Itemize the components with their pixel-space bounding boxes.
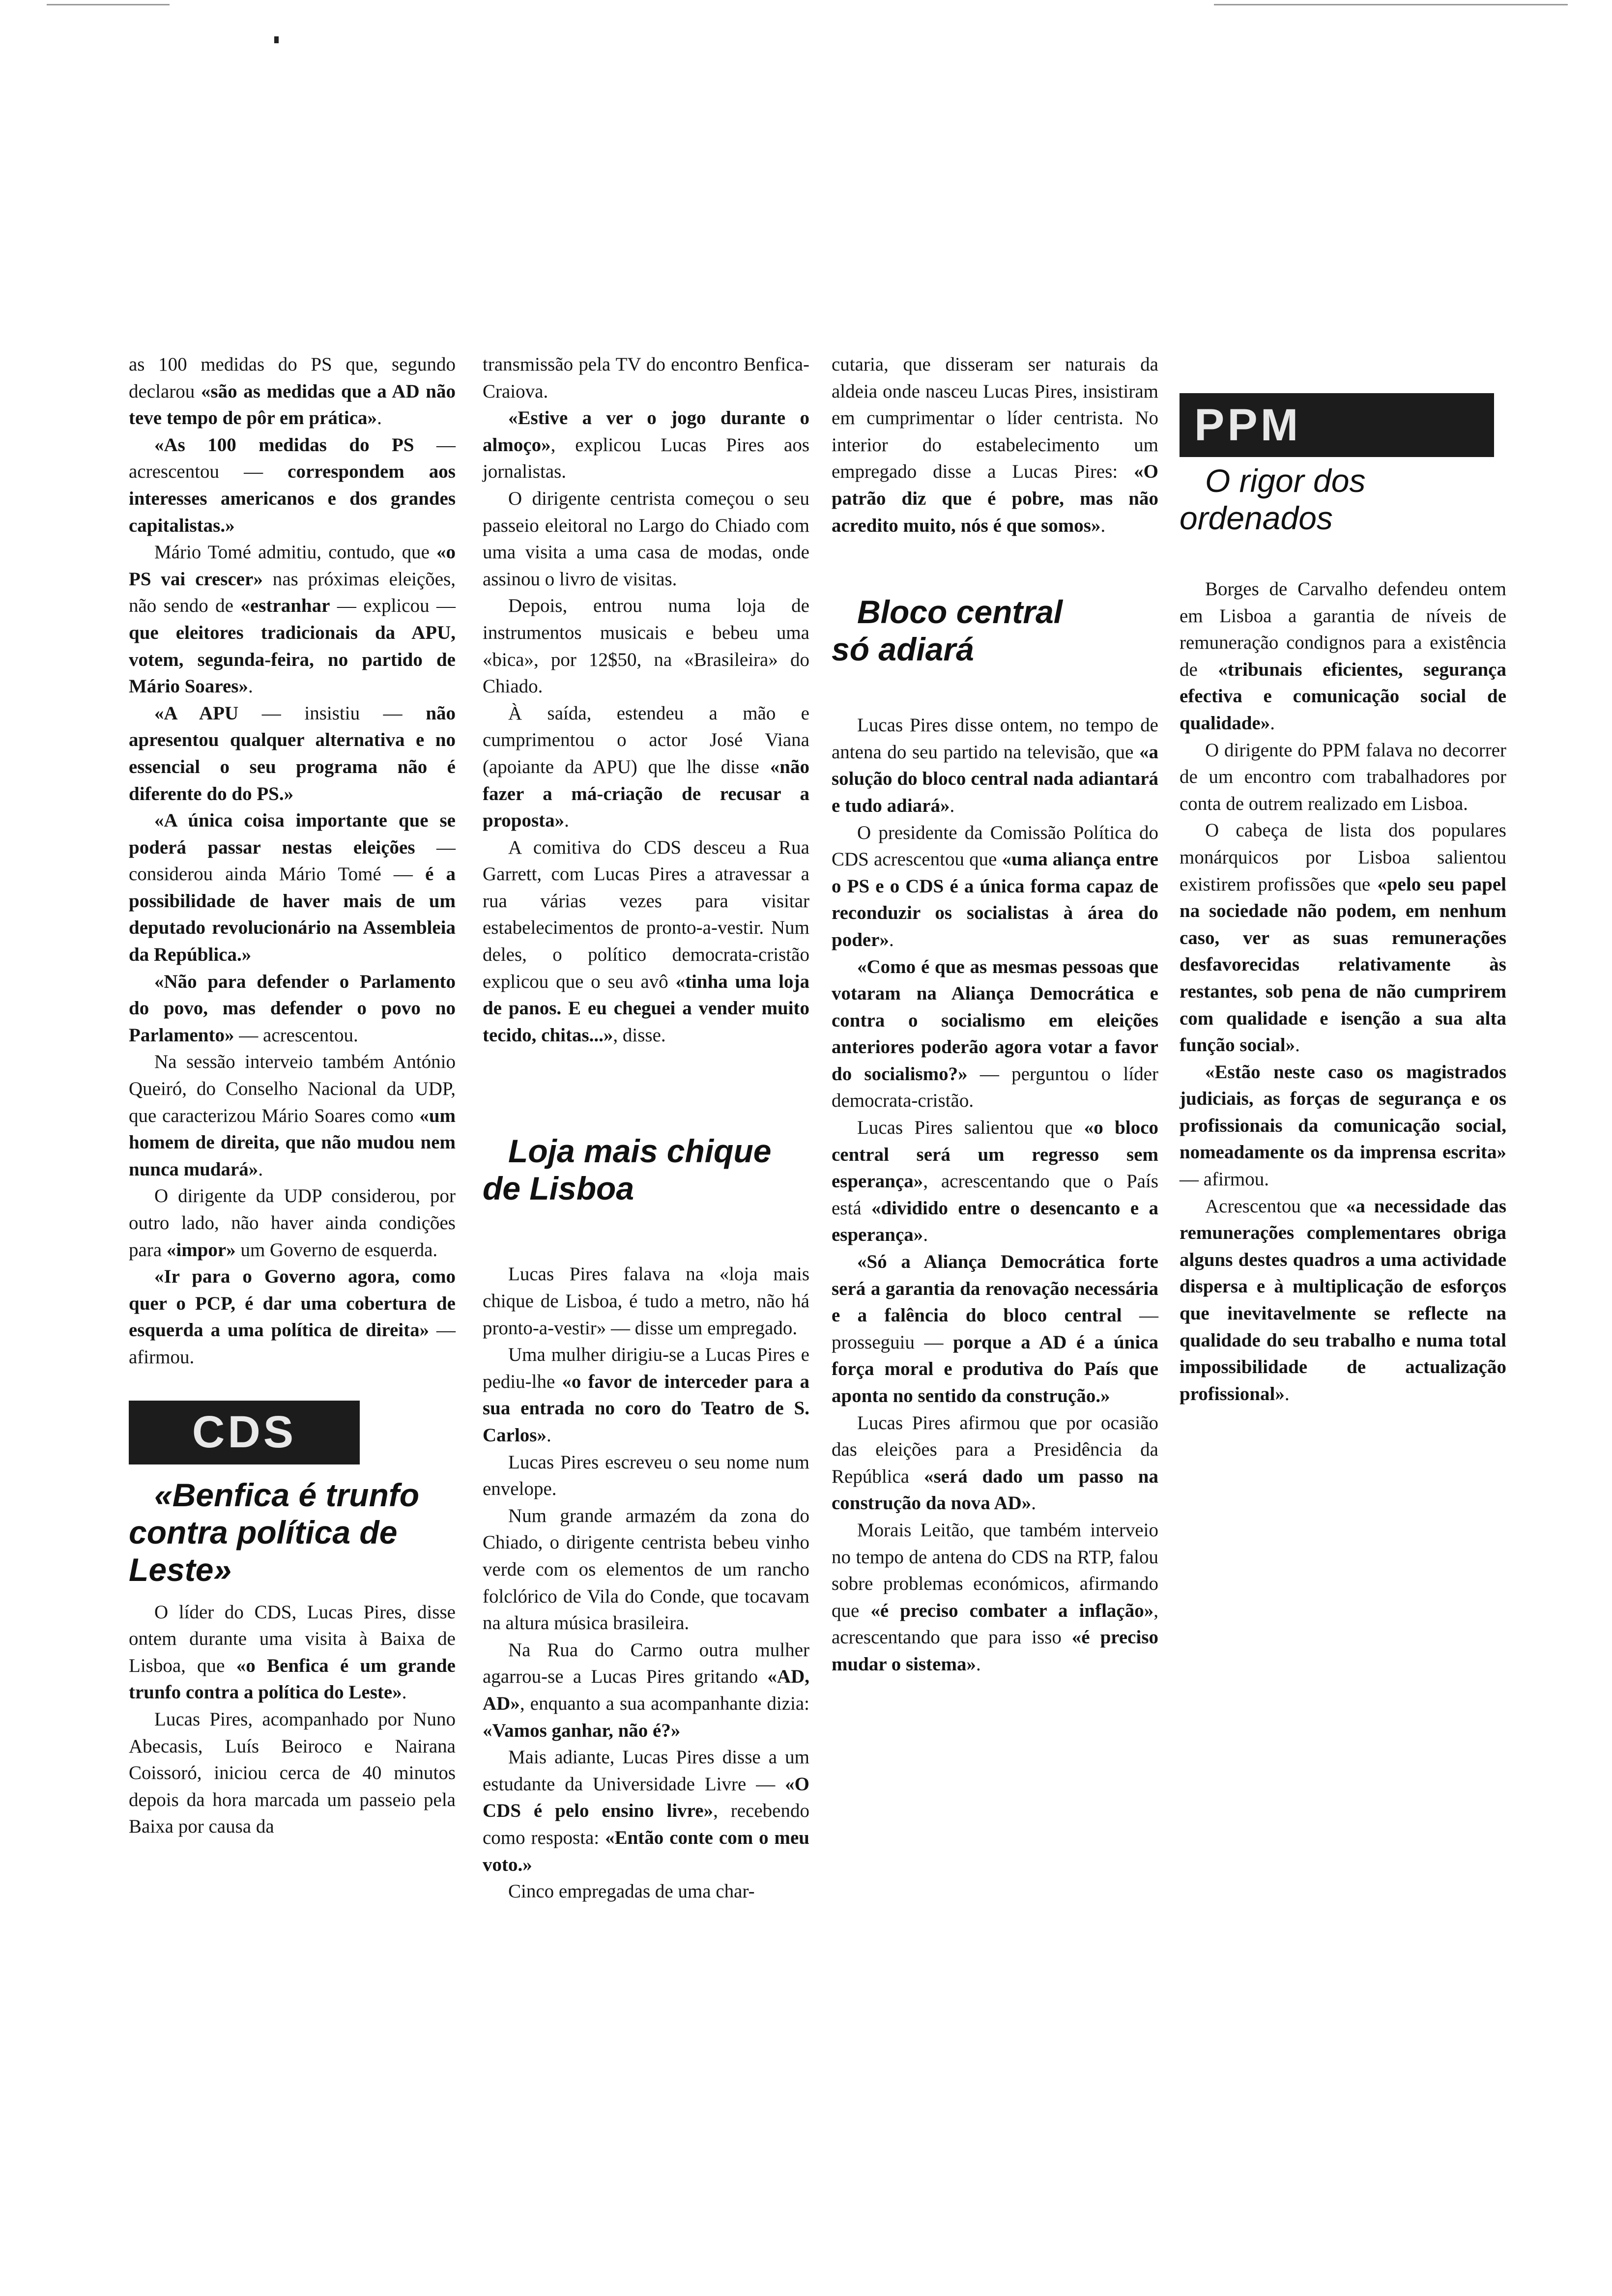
col1-paragraph-2: «As 100 medidas do PS — acrescentou — correspondem aos interesses americanos e dos grandes capitalistas.» bbox=[129, 434, 456, 536]
col4-paragraph-1: Borges de Carvalho defendeu ontem em Lisboa a garantia de níveis de remuneração condignos para a existência de «tribunais eficientes, segurança efectiva e comunicação social de qualidade». bbox=[1180, 578, 1506, 734]
ppm-article-heading: O rigor dos ordenados bbox=[1180, 462, 1366, 536]
col1-paragraph-3: Mário Tomé admitiu, contudo, que «o PS vai crescer» nas próximas eleições, não sendo de «estranhar — explicou — que eleitores tradicionais da APU, votem, segunda-feira, no partido de Mário Soares». bbox=[129, 542, 456, 697]
col1-paragraph-5: «A única coisa importante que se poderá passar nestas eleições — considerou ainda Mário Tomé — é a possibilidade de haver mais de um deputado revolucionário na Assembleia da República.» bbox=[129, 810, 456, 966]
col2-paragraph-7: Lucas Pires falava na «loja mais chique de Lisboa, é tudo a metro, não há pronto-a-vestir» — disse um empregado. bbox=[483, 1263, 809, 1339]
col2-paragraph-6: A comitiva do CDS desceu a Rua Garrett, com Lucas Pires a atravessar a rua várias vezes para visitar estabelecimentos de pronto-a-vestir. Num deles, o político democrata-cristão explicou que o seu avô «tinha uma loja de panos. E eu cheguei a vender muito tecido, chitas...», disse. bbox=[483, 836, 809, 1046]
col4-paragraph-4: «Estão neste caso os magistrados judiciais, as forças de segurança e os profissionais da comunicação social, nomeadamente os da imprensa escrita» — afirmou. bbox=[1180, 1061, 1506, 1190]
col2-paragraph-10: Num grande armazém da zona do Chiado, o dirigente centrista bebeu vinho verde com os elementos de um rancho folclórico de Vila do Conde, que tocavam na altura música brasileira. bbox=[483, 1505, 809, 1634]
col3-paragraph-7: Lucas Pires afirmou que por ocasião das eleições para a Presidência da República «será dado um passo na construção da nova AD». bbox=[832, 1412, 1158, 1514]
col1-paragraph-8: O dirigente da UDP considerou, por outro lado, não haver ainda condições para «impor» um Governo de esquerda. bbox=[129, 1185, 456, 1261]
col2-paragraph-1: transmissão pela TV do encontro Benfica-Craiova. bbox=[483, 354, 809, 402]
col3-paragraph-2: Lucas Pires disse ontem, no tempo de antena do seu partido na televisão, que «a solução do bloco central nada adiantará e tudo adiará». bbox=[832, 715, 1158, 816]
ppm-section-badge: PPM bbox=[1180, 393, 1494, 457]
col4-paragraph-3: O cabeça de lista dos populares monárquicos por Lisboa salientou existirem profissões que «pelo seu papel na sociedade não podem, em nenhum caso, ver as suas remunerações desfavorecidas relativamente às restantes, sob pena de não cumprirem com qualidade e isenção a sua alta função social». bbox=[1180, 820, 1506, 1056]
col1-paragraph-11: Lucas Pires, acompanhado por Nuno Abecasis, Luís Beiroco e Nairana Coissoró, iniciou cerca de 40 minutos depois da hora marcada um passeio pela Baixa por causa da bbox=[129, 1708, 456, 1837]
col3-paragraph-6: «Só a Aliança Democrática forte será a garantia da renovação necessária e a falência do bloco central — prosseguiu — porque a AD é a única força moral e produtiva do País que aponta no sentido da construção.» bbox=[832, 1251, 1158, 1406]
col3-paragraph-1: cutaria, que disseram ser naturais da aldeia onde nasceu Lucas Pires, insistiram em cumprimentar o líder centrista. No interior do estabelecimento um empregado disse a Lucas Pires: «O patrão diz que é pobre, mas não acredito muito, nós é que somos». bbox=[832, 354, 1158, 536]
col2-paragraph-5: À saída, estendeu a mão e cumprimentou o actor José Viana (apoiante da APU) que lhe disse «não fazer a má-criação de recusar a proposta». bbox=[483, 702, 809, 832]
col2-paragraph-2: «Estive a ver o jogo durante o almoço», explicou Lucas Pires aos jornalistas. bbox=[483, 407, 809, 483]
cds-article-heading: «Benfica é trunfo contra política de Leste» bbox=[129, 1476, 420, 1588]
col1-paragraph-10: O líder do CDS, Lucas Pires, disse ontem durante uma visita à Baixa de Lisboa, que «o Benfica é um grande trunfo contra a política do Leste». bbox=[129, 1601, 456, 1703]
col3-paragraph-3: O presidente da Comissão Política do CDS acrescentou que «uma aliança entre o PS e o CDS é a única forma capaz de reconduzir os socialistas à área do poder». bbox=[832, 822, 1158, 950]
col2-paragraph-13: Cinco empregadas de uma char- bbox=[508, 1881, 755, 1902]
top-rule-left bbox=[47, 4, 170, 5]
column-1 bbox=[129, 351, 456, 1840]
column-2 bbox=[483, 351, 809, 1905]
col1-paragraph-7: Na sessão interveio também António Queiró, do Conselho Nacional da UDP, que caracterizou Mário Soares como «um homem de direita, que não mudou nem nunca mudará». bbox=[129, 1051, 456, 1180]
column-3 bbox=[832, 351, 1158, 1678]
col1-paragraph-6: «Não para defender o Parlamento do povo, mas defender o povo no Parlamento» — acrescentou. bbox=[129, 971, 456, 1046]
col3-paragraph-5: Lucas Pires salientou que «o bloco central será um regresso sem esperança», acrescentando que o País está «dividido entre o desencanto e a esperança». bbox=[832, 1117, 1159, 1246]
col1-paragraph-9: «Ir para o Governo agora, como quer o PCP, é dar uma cobertura de esquerda a uma política de direita» — afirmou. bbox=[129, 1266, 456, 1368]
col4-paragraph-5: Acrescentou que «a necessidade das remunerações complementares obriga alguns destes quadros a uma actividade dispersa e à multiplicação de esforços que inevitavelmente se reflecte na qualidade do seu trabalho e numa total impossibilidade de actualização profissional». bbox=[1180, 1195, 1506, 1405]
col1-paragraph-4: «A APU — insistiu — não apresentou qualquer alternativa e no essencial o seu programa não é diferente do do PS.» bbox=[129, 702, 456, 804]
cds-section-badge: CDS bbox=[129, 1401, 360, 1464]
bloco-article-heading: Bloco central só adiará bbox=[832, 594, 1063, 668]
col4-paragraph-2: O dirigente do PPM falava no decorrer de um encontro com trabalhadores por conta de outrem realizado em Lisboa. bbox=[1180, 739, 1506, 814]
top-rule-right bbox=[1214, 4, 1568, 5]
col1-paragraph-1: as 100 medidas do PS que, segundo declarou «são as medidas que a AD não teve tempo de pôr em prática». bbox=[129, 354, 456, 429]
col3-paragraph-8: Morais Leitão, que também interveio no tempo de antena do CDS na RTP, falou sobre problemas económicos, afirmando que «é preciso combater a inflação», acrescentando que para isso «é preciso mudar o sistema». bbox=[832, 1519, 1158, 1675]
loja-article-heading: Loja mais chique de Lisboa bbox=[483, 1133, 772, 1207]
print-mark bbox=[274, 36, 279, 43]
col3-paragraph-4: «Como é que as mesmas pessoas que votaram na Aliança Democrática e contra o socialismo em eleições anteriores poderão agora votar a favor do socialismo?» — perguntou o líder democrata-cristão. bbox=[832, 956, 1158, 1112]
col2-paragraph-11: Na Rua do Carmo outra mulher agarrou-se a Lucas Pires gritando «AD, AD», enquanto a sua acompanhante dizia: «Vamos ganhar, não é?» bbox=[483, 1639, 809, 1741]
col2-paragraph-4: Depois, entrou numa loja de instrumentos musicais e bebeu uma «bica», por 12$50, na «Brasileira» do Chiado. bbox=[483, 595, 809, 697]
col2-paragraph-12: Mais adiante, Lucas Pires disse a um estudante da Universidade Livre — «O CDS é pelo ensino livre», recebendo como resposta: «Então conte com o meu voto.» bbox=[483, 1747, 809, 1875]
col2-paragraph-8: Uma mulher dirigiu-se a Lucas Pires e pediu-lhe «o favor de interceder para a sua entrada no coro do Teatro de S. Carlos». bbox=[483, 1344, 809, 1446]
col2-paragraph-9: Lucas Pires escreveu o seu nome num envelope. bbox=[483, 1451, 809, 1500]
col2-paragraph-3: O dirigente centrista começou o seu passeio eleitoral no Largo do Chiado com uma visita a uma casa de modas, onde assinou o livro de visitas. bbox=[483, 488, 809, 590]
column-4 bbox=[1180, 393, 1506, 1407]
